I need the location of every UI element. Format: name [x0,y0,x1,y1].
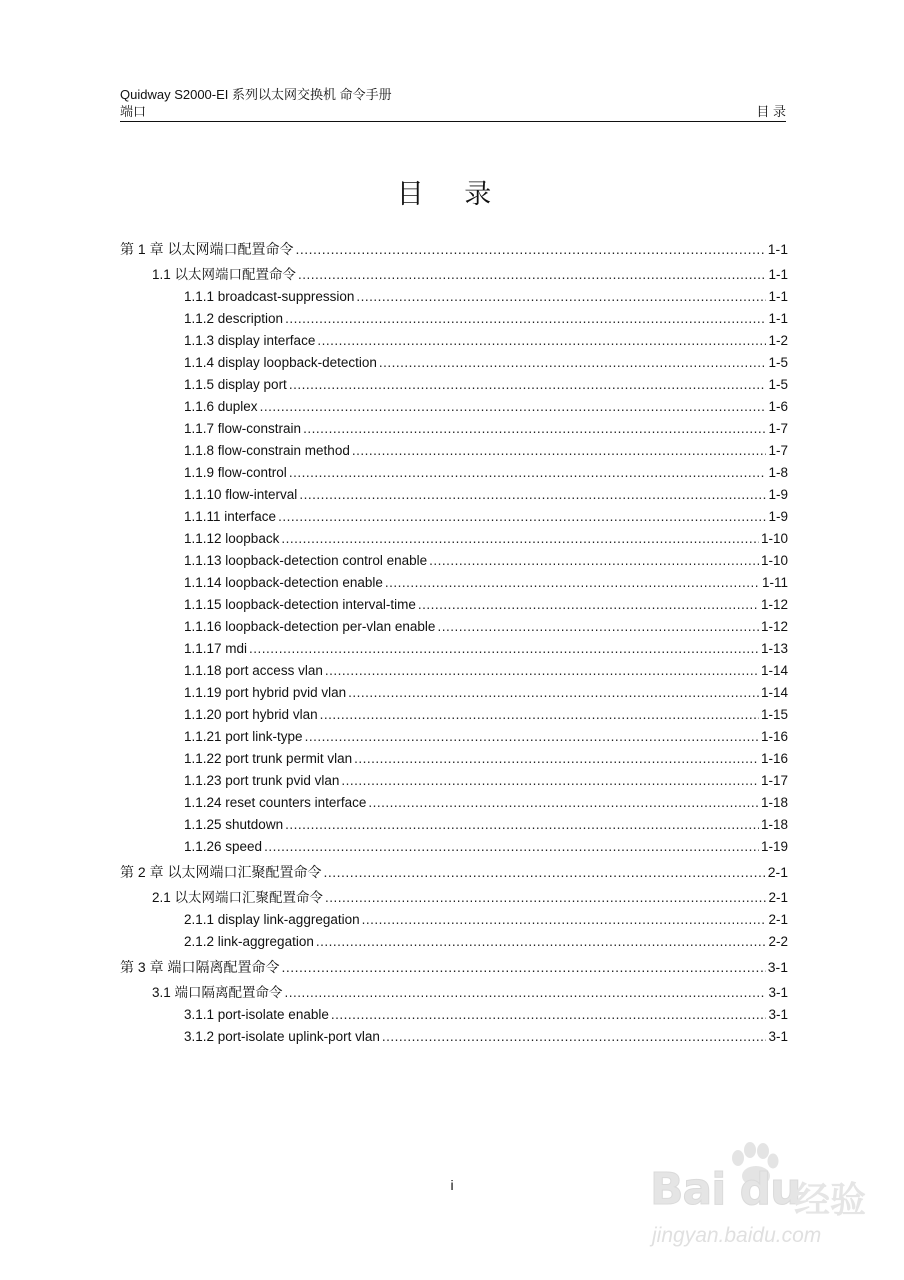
toc-page: 1-6 [768,399,788,414]
toc-leader [316,931,767,953]
toc-entry-text: 1.1.6 duplex [184,399,258,414]
toc-section[interactable] [120,264,788,286]
toc-page: 1-5 [768,377,788,392]
toc-subsection[interactable] [120,660,788,682]
toc-chapter[interactable] [120,957,788,977]
toc-entry-text: 1.1.25 shutdown [184,817,284,832]
toc-entry-text: 2.1 以太网端口汇聚配置命令 [152,890,324,905]
toc-subsection[interactable] [120,572,788,594]
header-manual-title: Quidway S2000-EI 系列以太网交换机 命令手册 [120,87,392,102]
toc-page: 1-9 [768,509,788,524]
toc-entry-text: 1.1.22 port trunk permit vlan [184,751,353,766]
toc-leader [356,286,766,308]
toc-subsection[interactable] [120,638,788,660]
toc-page: 2-2 [768,934,788,949]
toc-leader [260,396,767,418]
toc-page: 1-7 [768,443,788,458]
toc-entry-text: 第 1 章 以太网端口配置命令 [120,241,294,257]
toc-subsection[interactable] [120,396,788,418]
page-number: i [450,1177,454,1193]
toc-page: 1-14 [760,663,788,678]
header-chapter-label: 目 录 [756,104,786,119]
toc-leader [285,982,767,1004]
toc-leader [362,909,767,931]
toc-leader [352,440,767,462]
toc-leader [289,374,767,396]
toc-subsection[interactable] [120,594,788,616]
toc-leader [323,862,765,882]
toc-page: 1-1 [768,289,788,304]
toc-page: 3-1 [768,1007,788,1022]
toc-leader [298,264,766,286]
toc-page: 1-15 [760,707,788,722]
toc-entry-text: 1.1 以太网端口配置命令 [152,267,297,282]
toc-entry-text: 3.1.2 port-isolate uplink-port vlan [184,1029,380,1044]
page-header [120,86,786,120]
toc-subsection[interactable] [120,770,788,792]
toc-chapter[interactable] [120,239,788,259]
toc-entry-text: 3.1 端口隔离配置命令 [152,985,283,1000]
toc-leader [348,682,759,704]
toc-subsection[interactable] [120,550,788,572]
toc-entry-text: 1.1.9 flow-control [184,465,287,480]
toc-subsection[interactable] [120,814,788,836]
toc-page: 1-17 [760,773,788,788]
toc-subsection[interactable] [120,506,788,528]
toc-entry-text: 第 2 章 以太网端口汇聚配置命令 [120,864,322,880]
toc-leader [264,836,759,858]
table-of-contents [120,239,788,1048]
toc-subsection[interactable] [120,440,788,462]
toc-page: 1-13 [760,641,788,656]
toc-page: 1-16 [760,729,788,744]
toc-subsection[interactable] [120,308,788,330]
watermark-url: jingyan.baidu.com [652,1224,822,1247]
toc-page: 1-10 [760,553,788,568]
toc-entry-text: 1.1.8 flow-constrain method [184,443,350,458]
toc-entry-text: 1.1.11 interface [184,509,277,524]
toc-subsection[interactable] [120,1004,788,1026]
toc-subsection[interactable] [120,330,788,352]
toc-leader [289,462,767,484]
watermark-suffix: 经验 [794,1179,867,1220]
toc-page: 1-11 [761,575,788,590]
toc-leader [305,726,759,748]
toc-leader [325,887,766,909]
toc-leader [382,1026,767,1048]
header-divider [120,121,786,122]
toc-page: 3-1 [767,959,788,975]
toc-entry-text: 1.1.4 display loopback-detection [184,355,377,370]
toc-entry-text: 1.1.16 loopback-detection per-vlan enable [184,619,436,634]
toc-leader [379,352,767,374]
toc-section[interactable] [120,887,788,909]
toc-leader [354,748,759,770]
toc-entry-text: 1.1.13 loopback-detection control enable [184,553,428,568]
toc-page: 1-1 [767,241,788,257]
toc-subsection[interactable] [120,352,788,374]
toc-subsection[interactable] [120,726,788,748]
toc-leader [295,239,765,259]
toc-page: 2-1 [768,912,788,927]
toc-page: 1-1 [768,311,788,326]
toc-entry-text: 1.1.19 port hybrid pvid vlan [184,685,347,700]
toc-entry-text: 1.1.23 port trunk pvid vlan [184,773,340,788]
toc-entry-text: 1.1.14 loopback-detection enable [184,575,383,590]
toc-entry-text: 2.1.2 link-aggregation [184,934,314,949]
toc-leader [341,770,759,792]
toc-subsection[interactable] [120,792,788,814]
toc-entry-text: 1.1.24 reset counters interface [184,795,367,810]
header-section: 端口 [120,104,147,119]
toc-page: 1-5 [768,355,788,370]
toc-page: 1-12 [760,597,788,612]
toc-subsection[interactable] [120,682,788,704]
toc-subsection[interactable] [120,462,788,484]
toc-page: 1-16 [760,751,788,766]
toc-page: 2-1 [768,890,788,905]
toc-leader [281,528,759,550]
toc-entry-text: 1.1.18 port access vlan [184,663,323,678]
toc-entry-text: 第 3 章 端口隔离配置命令 [120,959,280,975]
toc-entry-text: 2.1.1 display link-aggregation [184,912,360,927]
toc-page: 1-18 [760,817,788,832]
toc-leader [281,957,765,977]
toc-page: 3-1 [768,1029,788,1044]
toc-leader [429,550,759,572]
toc-chapter[interactable] [120,862,788,882]
toc-leader [303,418,766,440]
page-title: 目 录 [396,179,508,210]
toc-page: 1-8 [768,465,788,480]
toc-entry-text: 1.1.7 flow-constrain [184,421,302,436]
toc-entry-text: 1.1.2 description [184,311,284,326]
toc-leader [299,484,766,506]
toc-subsection[interactable] [120,616,788,638]
toc-leader [285,814,759,836]
toc-leader [418,594,759,616]
toc-page: 2-1 [767,864,788,880]
toc-subsection[interactable] [120,931,788,953]
header-section-row [120,103,786,120]
toc-entry-text: 3.1.1 port-isolate enable [184,1007,329,1022]
toc-entry-text: 1.1.26 speed [184,839,263,854]
toc-subsection[interactable] [120,704,788,726]
toc-entry-text: 1.1.1 broadcast-suppression [184,289,355,304]
toc-page: 1-9 [768,487,788,502]
toc-leader [325,660,759,682]
toc-page: 3-1 [768,985,788,1000]
toc-page: 1-12 [760,619,788,634]
toc-leader [385,572,760,594]
toc-page: 1-14 [760,685,788,700]
toc-subsection[interactable] [120,528,788,550]
toc-subsection[interactable] [120,836,788,858]
toc-subsection[interactable] [120,909,788,931]
toc-page: 1-7 [768,421,788,436]
toc-section[interactable] [120,982,788,1004]
toc-subsection[interactable] [120,484,788,506]
toc-subsection[interactable] [120,418,788,440]
toc-subsection[interactable] [120,374,788,396]
toc-entry-text: 1.1.15 loopback-detection interval-time [184,597,416,612]
toc-entry-text: 1.1.21 port link-type [184,729,303,744]
toc-leader [331,1004,767,1026]
toc-page: 1-1 [768,267,788,282]
toc-page: 1-19 [760,839,788,854]
toc-leader [317,330,766,352]
toc-entry-text: 1.1.12 loopback [184,531,280,546]
baidu-jingyan-watermark [640,1142,870,1262]
toc-subsection[interactable] [120,286,788,308]
toc-leader [285,308,766,330]
toc-entry-text: 1.1.3 display interface [184,333,316,348]
toc-entry-text: 1.1.5 display port [184,377,287,392]
watermark-brand: Bai du [650,1164,801,1215]
toc-entry-text: 1.1.20 port hybrid vlan [184,707,318,722]
toc-subsection[interactable] [120,1026,788,1048]
toc-entry-text: 1.1.10 flow-interval [184,487,298,502]
toc-page: 1-2 [768,333,788,348]
toc-leader [278,506,766,528]
toc-entry-text: 1.1.17 mdi [184,641,248,656]
toc-leader [249,638,759,660]
toc-page: 1-10 [760,531,788,546]
toc-leader [320,704,759,726]
toc-page: 1-18 [760,795,788,810]
toc-leader [368,792,759,814]
toc-subsection[interactable] [120,748,788,770]
toc-leader [437,616,759,638]
